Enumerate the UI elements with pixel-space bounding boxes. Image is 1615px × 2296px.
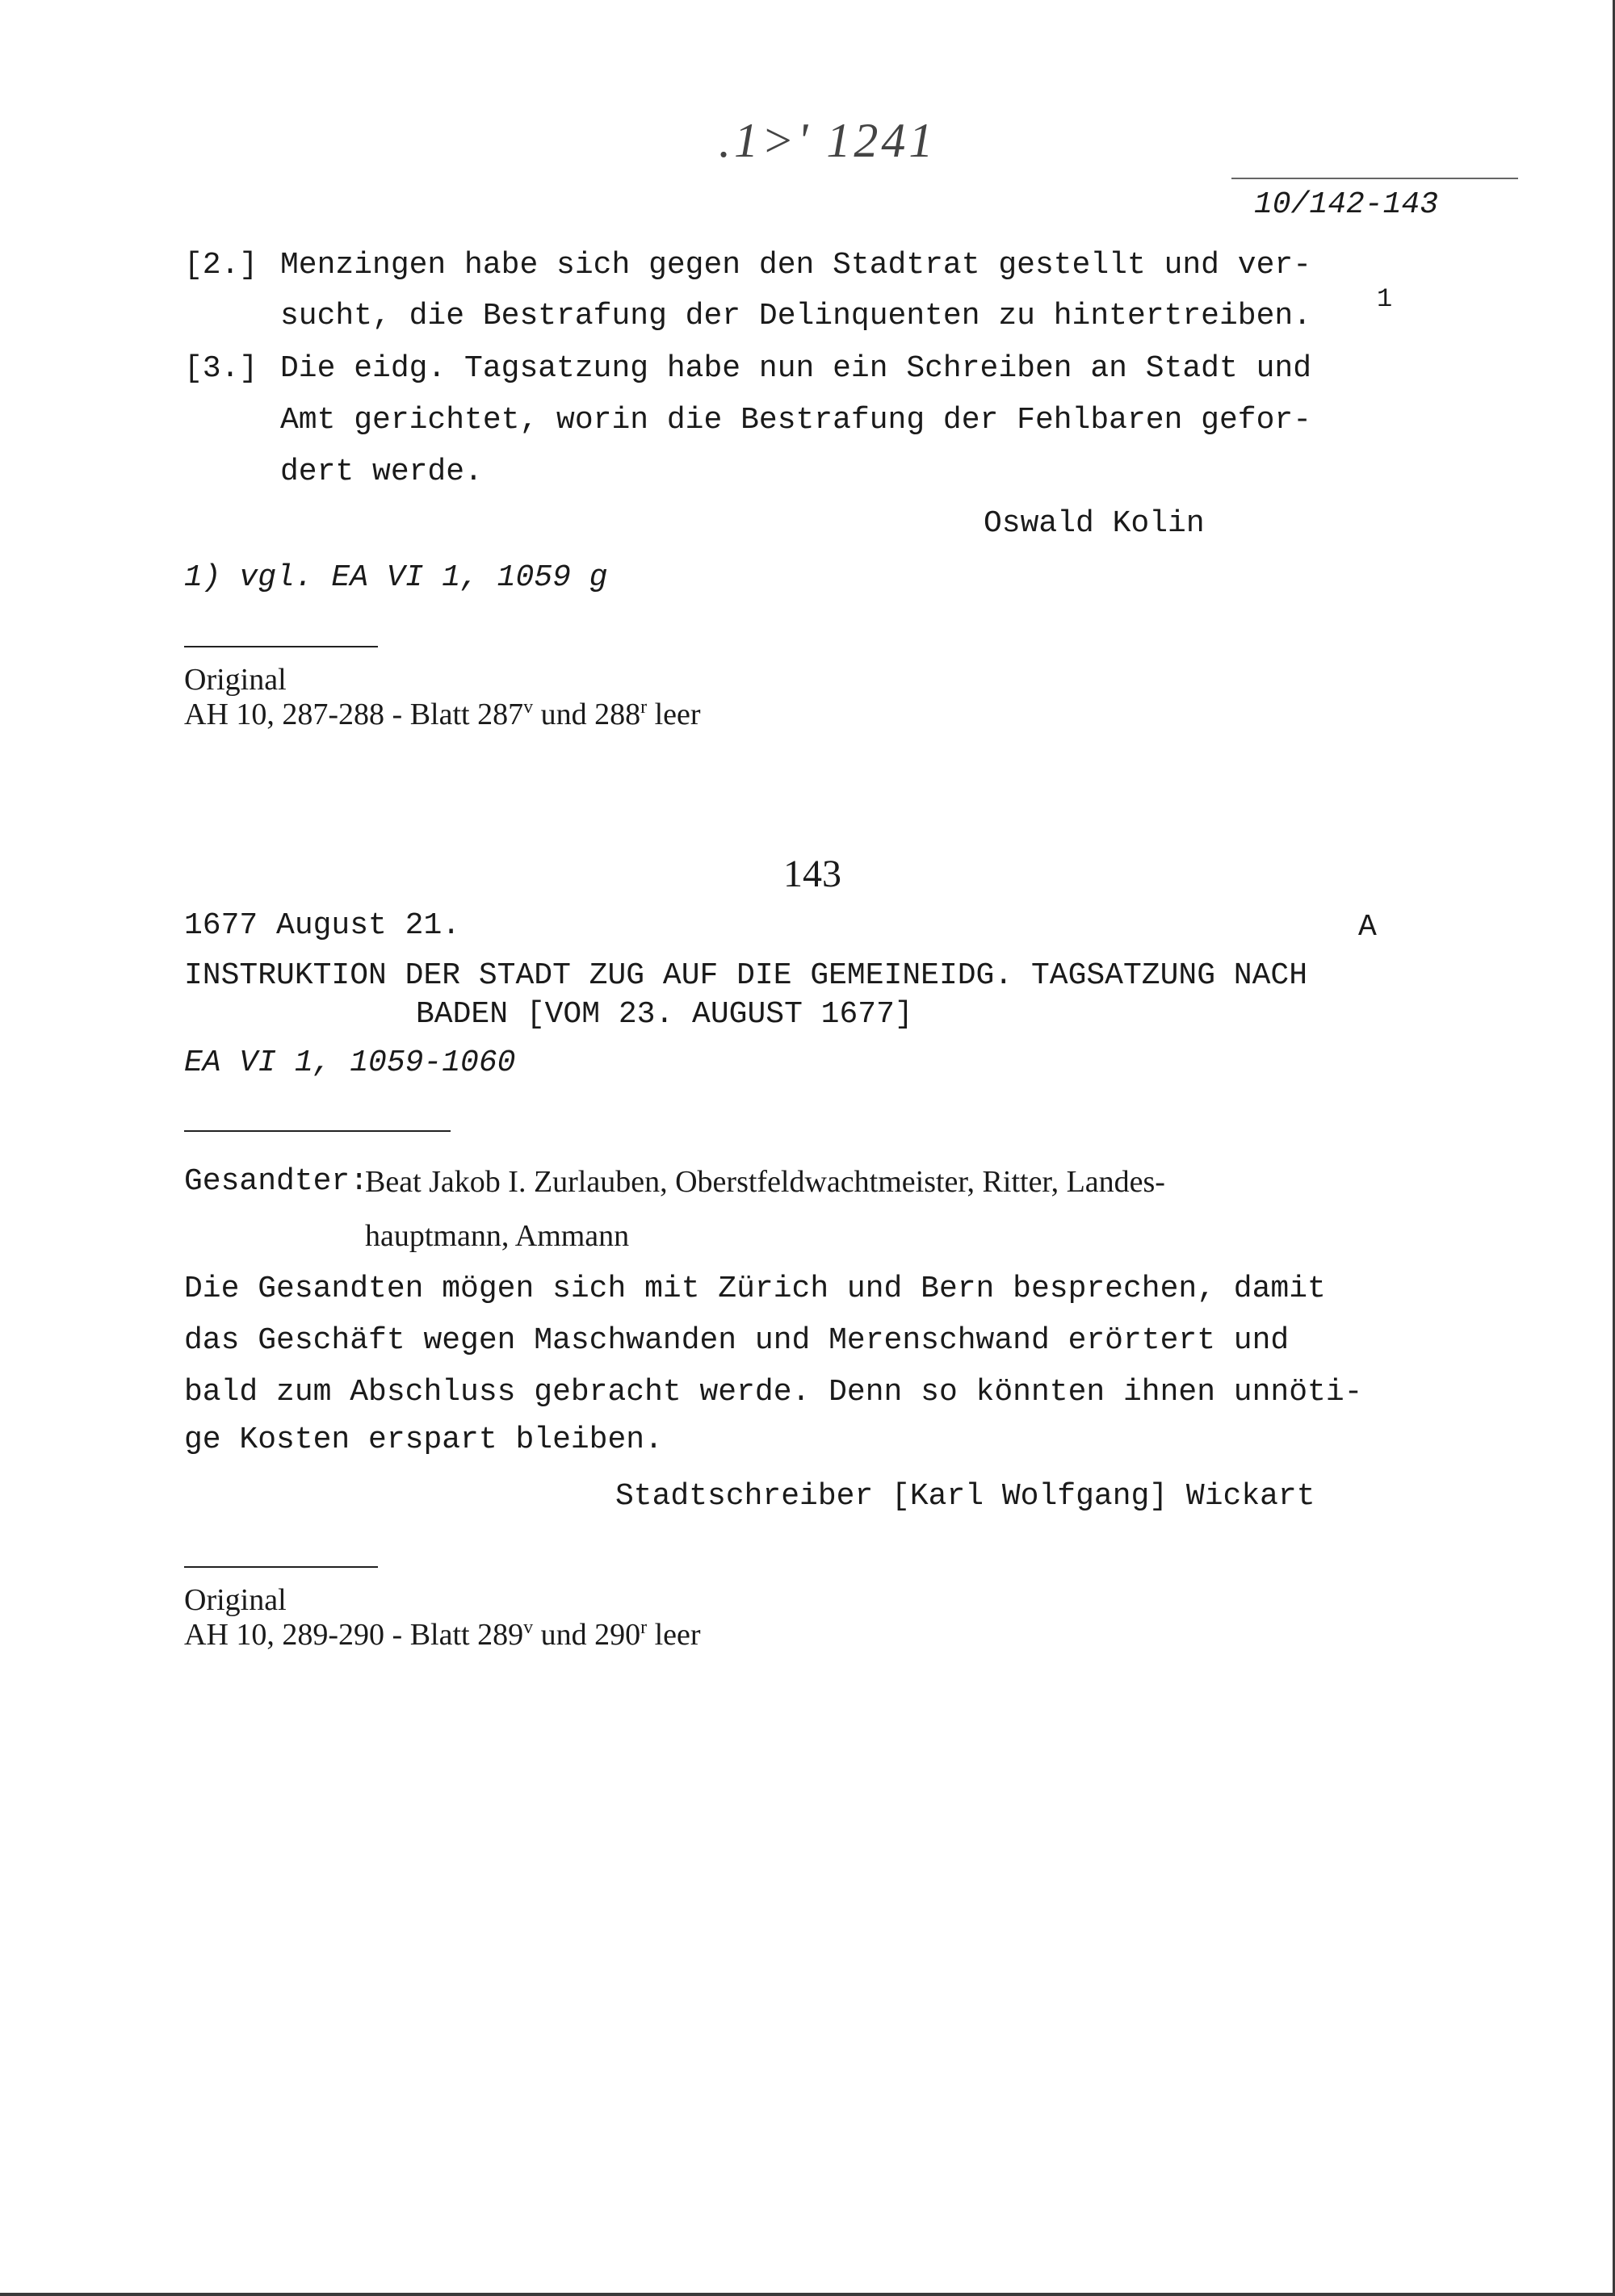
document-title-line2: BADEN [VOM 23. AUGUST 1677] xyxy=(416,997,913,1032)
document-marker: A xyxy=(1358,910,1377,945)
footnote-mark-1: 1 xyxy=(1377,284,1393,314)
document-date: 1677 August 21. xyxy=(184,908,461,943)
source-ref-142-recto: r xyxy=(640,697,648,718)
envoy-label: Gesandter: xyxy=(184,1164,369,1199)
document-title-line1: INSTRUKTION DER STADT ZUG AUF DIE GEMEINEIDG. TAGSATZUNG NACH xyxy=(184,958,1308,993)
source-label-142: Original xyxy=(184,663,287,697)
item-2-line1: Menzingen habe sich gegen den Stadtrat gestellt und ver- xyxy=(280,248,1312,283)
item-2-line2: sucht, die Bestrafung der Delinquenten zu hintertreiben. xyxy=(280,299,1312,333)
source-ref-143-suffix: leer xyxy=(647,1618,701,1652)
footnote-1: 1) vgl. EA VI 1, 1059 g xyxy=(184,560,608,595)
item-3-number: [3.] xyxy=(184,351,258,386)
body-line-2: das Geschäft wegen Maschwanden und Merenschwand erörtert und xyxy=(184,1323,1290,1358)
item-3-line2: Amt gerichtet, worin die Bestrafung der Fehlbaren gefor- xyxy=(280,403,1312,438)
source-ref-143-prefix: AH 10, 289-290 - Blatt 289 xyxy=(184,1618,524,1652)
source-ref-143 xyxy=(184,1619,701,1650)
envoy-rule xyxy=(184,1130,451,1132)
signature-wickart: Stadtschreiber [Karl Wolfgang] Wickart xyxy=(615,1479,1315,1514)
body-line-3: bald zum Abschluss gebracht werde. Denn so könnten ihnen unnöti- xyxy=(184,1375,1363,1410)
scan-edge-bottom xyxy=(0,2293,1615,2296)
archive-number: .1>' 1241 xyxy=(719,114,937,167)
source-ref-143-verso: v xyxy=(523,1617,534,1638)
source-label-143: Original xyxy=(184,1583,287,1617)
body-line-4: ge Kosten erspart bleiben. xyxy=(184,1422,663,1457)
header-rule xyxy=(1231,178,1518,179)
page-reference: 10/142-143 xyxy=(1254,187,1439,222)
item-3-line1: Die eidg. Tagsatzung habe nun ein Schreiben an Stadt und xyxy=(280,351,1312,386)
source-rule-142 xyxy=(184,646,378,647)
source-ref-142-prefix: AH 10, 287-288 - Blatt 287 xyxy=(184,698,524,731)
document-number: 143 xyxy=(783,853,841,895)
envoy-line1: Beat Jakob I. Zurlauben, Oberstfeldwachtmeister, Ritter, Landes- xyxy=(365,1165,1165,1199)
source-ref-142-verso: v xyxy=(523,697,534,718)
source-rule-143 xyxy=(184,1566,378,1568)
item-2-number: [2.] xyxy=(184,248,258,283)
source-ref-142-mid: und 288 xyxy=(533,698,641,731)
source-ref-142 xyxy=(184,699,701,730)
source-ref-143-recto: r xyxy=(640,1617,648,1638)
signature-kolin: Oswald Kolin xyxy=(984,506,1205,541)
envoy-line2: hauptmann, Ammann xyxy=(365,1219,630,1253)
source-ref-143-mid: und 290 xyxy=(533,1618,641,1652)
source-ref-142-suffix: leer xyxy=(647,698,701,731)
item-3-line3: dert werde. xyxy=(280,455,483,489)
edition-reference: EA VI 1, 1059-1060 xyxy=(184,1045,516,1080)
body-line-1: Die Gesandten mögen sich mit Zürich und Bern besprechen, damit xyxy=(184,1272,1326,1306)
